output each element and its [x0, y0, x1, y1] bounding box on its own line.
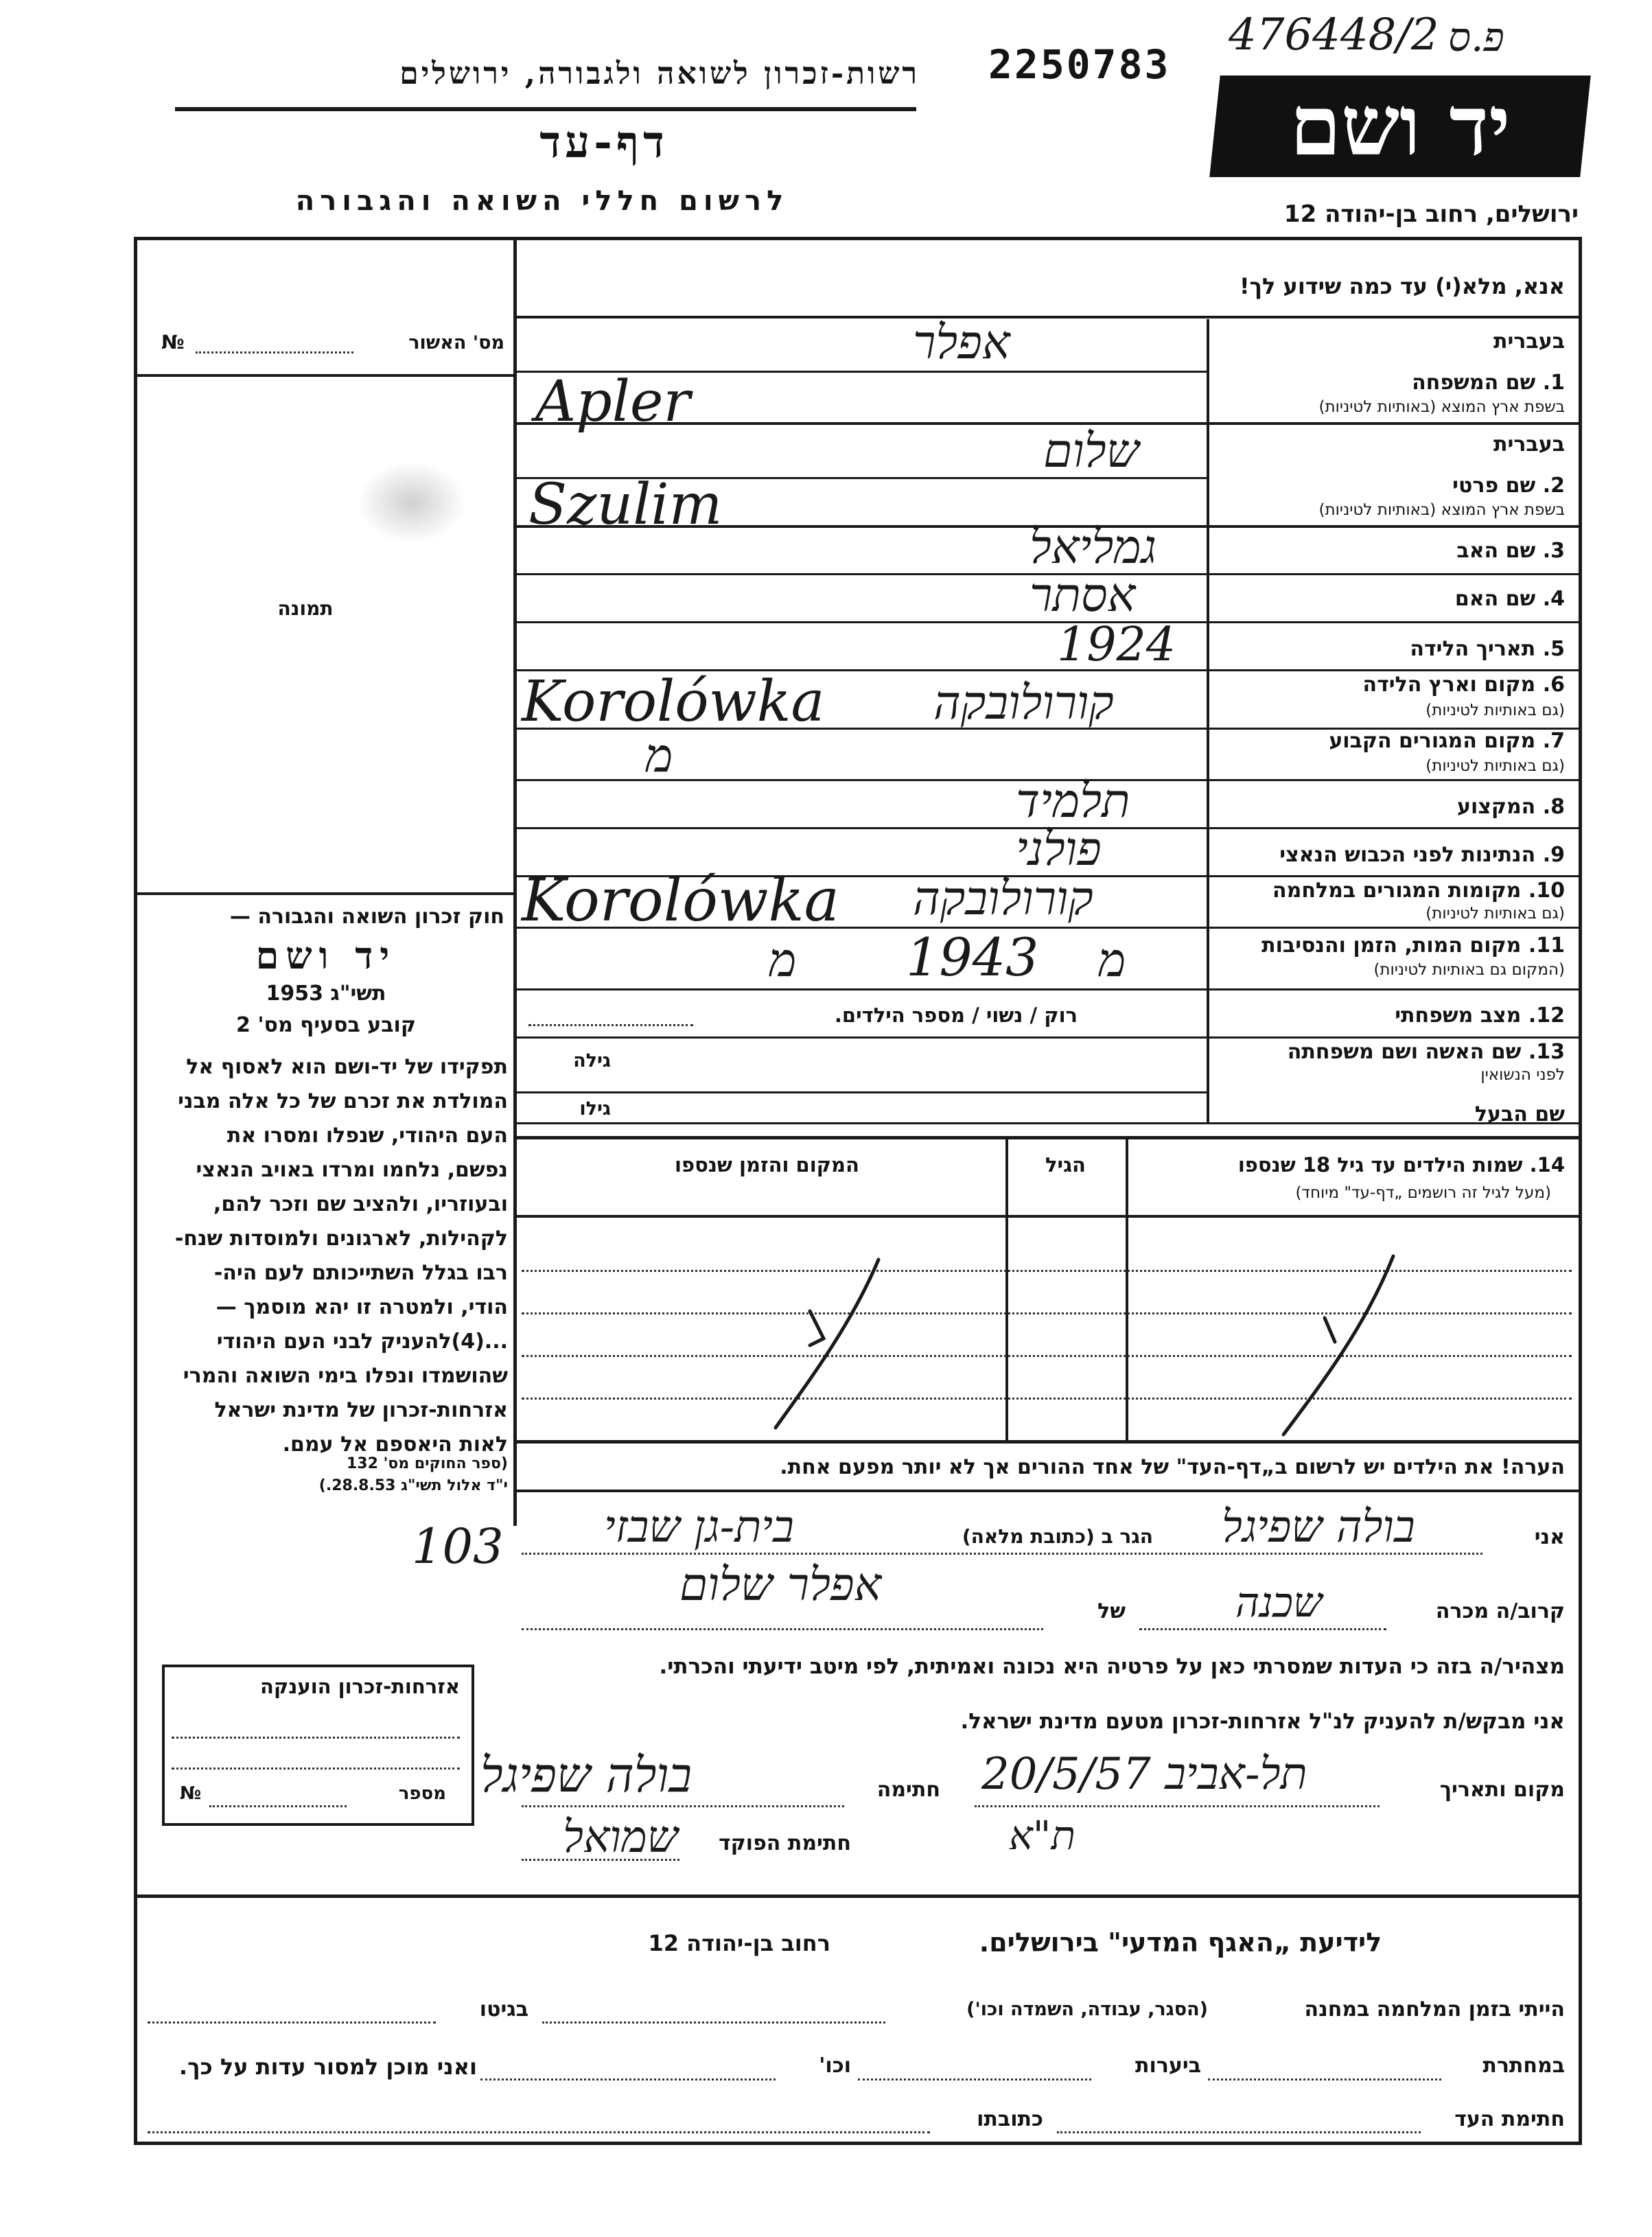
law-text-line: נפשם, נלחמו ומרדו באויב הנאצי — [196, 1158, 508, 1182]
serial-number: 2250783 — [988, 41, 1171, 88]
signature-value[interactable]: בולה שפיגל — [480, 1747, 693, 1803]
rule-13a — [517, 1091, 1207, 1093]
field-11-value-mark-2[interactable]: מ — [769, 934, 797, 988]
authority-line: רשות-זכרון לשואה ולגבורה, ירושלים — [399, 56, 920, 91]
declarant-address-value[interactable]: בית-גן שבזי — [604, 1502, 794, 1553]
law-text-line: תפקידו של יד-ושם הוא לאסוף אל — [186, 1055, 508, 1079]
declarant-name-value[interactable]: בולה שפיגל — [1222, 1502, 1415, 1553]
field-11-value-mark-1[interactable]: מ — [1098, 934, 1126, 988]
field-6-value-latin[interactable]: Korolówka — [522, 669, 825, 734]
law-name: יד ושם — [255, 934, 397, 977]
footer-line2-dots-2 — [858, 2078, 1091, 2080]
field-5-label-text: תאריך הלידה — [1410, 637, 1536, 661]
place-date-value[interactable]: תל-אביב 20/5/57 — [981, 1749, 1307, 1800]
registration-no-line — [196, 351, 353, 353]
request-text: אני מבקש/ת להעניק לנ"ל אזרחות-זכרון מטעם מדינת ישראל. — [960, 1709, 1565, 1734]
place-date-label: מקום ותאריך — [1439, 1778, 1565, 1802]
officer-line — [522, 1859, 679, 1861]
of-value[interactable]: אפלר שלום — [679, 1558, 882, 1611]
footer-line1-b: (הסגר, עבודה, השמדה וכו') — [966, 1999, 1208, 2020]
field-2-value-latin[interactable]: Szulim — [528, 472, 723, 537]
photo-bottom-rule — [136, 892, 515, 895]
footer-line1-dots-2 — [148, 2021, 436, 2024]
children-strike-marks — [522, 1222, 1579, 1441]
note: הערה! את הילדים יש לרשום ב„דף-העד" של אחד ההורים אך לא יותר מפעם אחת. — [780, 1455, 1565, 1479]
field-7-label — [1215, 729, 1565, 753]
instructions: אנא, מלא(י) עד כמה שידוע לך! — [1239, 273, 1565, 299]
instructions-rule — [515, 316, 1579, 318]
field-5-label — [1215, 637, 1565, 661]
footer-top-rule — [136, 1894, 1581, 1898]
field-5-value[interactable]: 1924 — [1057, 618, 1176, 672]
declarant-i-label: אני — [1534, 1525, 1565, 1549]
children-number: 14. — [1529, 1153, 1565, 1177]
field-8-label-text: המקצוע — [1456, 795, 1536, 819]
field-10-label — [1215, 879, 1565, 903]
relative-label: קרוב/ה מכרה — [1435, 1599, 1565, 1623]
citizenship-no-sign: № — [180, 1783, 202, 1804]
law-source-2: י"ד אלול תשי"ג 28.8.53.) — [318, 1477, 508, 1494]
form-title: דף-עד — [539, 117, 668, 168]
photo-stamp-smudge — [357, 461, 467, 544]
rule-14-top — [517, 1136, 1581, 1139]
field-13-age-label: גילה — [573, 1050, 611, 1071]
footer-line2-dots-3 — [480, 2078, 776, 2080]
rule-11 — [517, 988, 1581, 990]
law-year: תשי"ג 1953 — [266, 982, 386, 1006]
field-6-label-text: מקום וארץ הלידה — [1362, 673, 1536, 697]
labels-column-divider — [1207, 319, 1209, 1122]
field-1-value-latin[interactable]: Apler — [535, 369, 690, 434]
field-2-label — [1215, 474, 1565, 498]
children-header-names-text: שמות הילדים עד גיל 18 שנספו — [1237, 1153, 1523, 1177]
citizenship-number-line — [209, 1805, 347, 1807]
field-6-sub: (גם באותיות לטיניות) — [1426, 702, 1565, 719]
field-7-sub: (גם באותיות לטיניות) — [1426, 757, 1565, 775]
note-top-rule — [517, 1440, 1581, 1444]
form-subtitle: לרשום חללי השואה והגבורה — [295, 185, 789, 217]
strike-mark-place-tick — [810, 1311, 824, 1345]
field-7-label-text: מקום המגורים הקבוע — [1329, 729, 1536, 753]
strike-mark-names — [1283, 1256, 1393, 1435]
footer-line1-c: בגיטו — [479, 1997, 528, 2021]
field-7-number: 7. — [1542, 729, 1565, 753]
field-1-value-hebrew[interactable]: אפלר — [913, 316, 1010, 370]
handwritten-reference: 476448/2 — [1229, 10, 1439, 60]
declaration-text: מצהיר/ה בזה כי העדות שמסרתי כאן על פרטיה היא נכונה ואמיתית, לפי מיטב ידיעתי והכרתי. — [659, 1654, 1565, 1679]
field-9-value[interactable]: פולני — [1016, 822, 1102, 877]
field-9-label — [1215, 843, 1565, 867]
citizenship-box-title: אזרחות-זכרון הוענקה — [259, 1675, 460, 1698]
law-text — [144, 1050, 508, 1462]
citizenship-line-1 — [172, 1737, 460, 1739]
field-1-number: 1. — [1542, 371, 1565, 395]
left-column-divider — [513, 239, 517, 1526]
field-3-label-text: שם האב — [1456, 539, 1536, 563]
children-header-names-sub: (מעל לגיל זה רושמים „דף-עד" מיוחד) — [1295, 1184, 1551, 1202]
field-4-value[interactable]: אסתר — [1029, 568, 1136, 623]
field-12-children-line — [528, 1024, 693, 1026]
law-title: חוק זכרון השואה והגבורה — — [229, 905, 504, 929]
field-2-value-hebrew[interactable]: שלום — [1043, 424, 1139, 478]
office-address: ירושלים, רחוב בן-יהודה 12 — [1283, 200, 1579, 228]
field-11-label-text: מקום המות, הזמן והנסיבות — [1261, 934, 1522, 958]
place-date-extra[interactable]: ת"א — [1009, 1812, 1075, 1859]
registration-no-sign: № — [161, 331, 185, 353]
law-text-line: הודי, ולמטרה זו יהא מוסמך — — [216, 1295, 508, 1319]
place-date-line — [975, 1805, 1380, 1807]
field-3-value[interactable]: גמליאל — [1029, 520, 1157, 575]
relative-value[interactable]: שכנה — [1235, 1579, 1323, 1627]
field-8-number: 8. — [1542, 795, 1565, 819]
footer-line3-a: חתימת העד — [1454, 2107, 1565, 2131]
footer-line2-c: וכו' — [819, 2054, 851, 2078]
field-12-label-text: מצב משפחתי — [1395, 1004, 1522, 1028]
handwritten-corner-mark: פ.ס — [1448, 14, 1504, 60]
declarant-address-number[interactable]: 103 — [412, 1518, 504, 1575]
of-line — [522, 1628, 1043, 1630]
field-6-number: 6. — [1542, 673, 1565, 697]
footer-line1-dots — [542, 2021, 885, 2024]
rule-12 — [517, 1036, 1581, 1039]
law-clause: קובע בסעיף מס' 2 — [236, 1013, 416, 1037]
law-text-line: לקהילות, לארגונים ולמוסדות שנח- — [174, 1227, 508, 1251]
signature-label: חתימה — [876, 1778, 940, 1802]
law-text-line: המולדת את זכרם של כל אלה מבני — [178, 1089, 508, 1113]
footer-address: רחוב בן-יהודה 12 — [648, 1930, 830, 1956]
field-8-value[interactable]: תלמיד — [1016, 774, 1130, 828]
children-header-place: המקום והזמן שנספו — [675, 1153, 859, 1177]
footer-line3-dots-1 — [1057, 2131, 1421, 2133]
field-10-value-hebrew[interactable]: קורולובקה — [913, 872, 1093, 926]
field-4-label — [1215, 587, 1565, 611]
field-6-value-hebrew[interactable]: קורולובקה — [933, 676, 1114, 730]
husband-age-label: גילו — [579, 1098, 611, 1120]
children-header-age: הגיל — [1045, 1153, 1086, 1177]
field-1-sub: בשפת ארץ המוצא (באותיות לטיניות) — [1318, 398, 1565, 416]
officer-value[interactable]: שמואל — [563, 1812, 678, 1863]
field-13-label-text: שם האשה ושם משפחתה — [1287, 1040, 1522, 1064]
field-9-label-text: הנתינות לפני הכבוש הנאצי — [1279, 843, 1536, 867]
husband-label: שם הבעל — [1474, 1102, 1565, 1126]
field-11-label — [1215, 934, 1565, 958]
relative-line — [1139, 1628, 1386, 1630]
law-text-line: רבו בגלל השתייכותם לעם היה- — [213, 1261, 508, 1285]
field-1-lang-label: בעברית — [1493, 329, 1565, 353]
field-13-sub: לפני הנשואין — [1480, 1066, 1565, 1084]
footer-line3-b: כתובתו — [977, 2107, 1043, 2131]
law-source-1: (ספר החוקים מס' 132 — [346, 1455, 508, 1472]
field-9-number: 9. — [1542, 843, 1565, 867]
citizenship-number-label: מספר — [398, 1783, 446, 1804]
law-text-line: העם היהודי, שנפלו ומסרו את — [226, 1124, 508, 1148]
strike-mark-names-tick — [1325, 1318, 1335, 1342]
field-10-sub: (גם באותיות לטיניות) — [1426, 905, 1565, 923]
children-header-rule — [517, 1215, 1581, 1218]
law-text-line: שהושמדו ונפלו בימי השואה והמרי — [183, 1364, 508, 1388]
yad-vashem-logo — [1209, 76, 1591, 177]
field-13-label — [1215, 1040, 1565, 1064]
header-rule — [175, 107, 916, 111]
field-1-label — [1215, 371, 1565, 395]
footer-line2-a: במחתרת — [1482, 2054, 1565, 2078]
of-label: של — [1097, 1599, 1126, 1623]
field-2-label-text: שם פרטי — [1452, 474, 1536, 498]
footer-line3-dots-2 — [148, 2131, 930, 2133]
field-4-label-text: שם האם — [1454, 587, 1536, 611]
field-13-number: 13. — [1528, 1040, 1565, 1064]
field-12-number: 12. — [1528, 1004, 1565, 1028]
law-text-line: ובעוזריו, ולהציב שם וזכר להם, — [213, 1192, 508, 1216]
officer-label: חתימת הפוקד — [719, 1831, 851, 1855]
footer-line2-d: ואני מוכן למסור עדות על כך. — [178, 2054, 477, 2080]
field-10-number: 10. — [1528, 879, 1565, 903]
field-8-label — [1215, 795, 1565, 819]
field-5-number: 5. — [1542, 637, 1565, 661]
field-6-label — [1215, 673, 1565, 697]
declarant-residing-label: הגר ב (כתובת מלאה) — [962, 1525, 1153, 1548]
note-bottom-rule — [517, 1490, 1581, 1492]
field-10-label-text: מקומות המגורים במלחמה — [1272, 879, 1522, 903]
law-text-line: אזרחות-זכרון של מדינת ישראל — [214, 1398, 508, 1422]
footer-line2-dots-1 — [1208, 2078, 1441, 2080]
photo-label: תמונה — [277, 597, 334, 620]
registration-rule — [136, 374, 515, 377]
field-7-value[interactable]: מ — [645, 729, 673, 783]
field-4-number: 4. — [1542, 587, 1565, 611]
field-12-label — [1215, 1004, 1565, 1028]
field-12-options: רוק / נשוי / מספר הילדים. — [834, 1004, 1078, 1027]
registration-no-label: מס' האשור — [408, 332, 504, 353]
field-1-label-text: שם המשפחה — [1412, 371, 1536, 395]
field-10-value-latin[interactable]: Korolówka — [522, 866, 839, 935]
law-text-line: ...(4)להעניק לבני העם היהודי — [216, 1330, 508, 1354]
declarant-line-1 — [522, 1553, 1482, 1555]
footer-line2-b: ביערות — [1135, 2054, 1201, 2078]
field-2-lang-label: בעברית — [1493, 432, 1565, 456]
field-11-number: 11. — [1528, 934, 1565, 958]
signature-line — [522, 1805, 844, 1807]
children-header-names — [1132, 1153, 1565, 1177]
citizenship-line-2 — [172, 1767, 460, 1770]
field-3-label — [1215, 539, 1565, 563]
field-3-number: 3. — [1542, 539, 1565, 563]
field-11-sub: (המקום גם באותיות לטיניות) — [1373, 961, 1565, 979]
footer-line1-a: הייתי בזמן המלחמה במחנה — [1304, 1997, 1565, 2021]
footer-title: לידיעת „האגף המדעי" בירושלים. — [979, 1927, 1382, 1958]
strike-mark-place — [776, 1260, 879, 1428]
field-2-sub: בשפת ארץ המוצא (באותיות לטיניות) — [1318, 501, 1565, 519]
law-text-line: לאות היאספם אל עמם. — [282, 1433, 508, 1457]
field-11-value-year[interactable]: 1943 — [906, 927, 1039, 988]
logo-text: יד ושם — [1290, 78, 1511, 174]
field-2-number: 2. — [1542, 474, 1565, 498]
